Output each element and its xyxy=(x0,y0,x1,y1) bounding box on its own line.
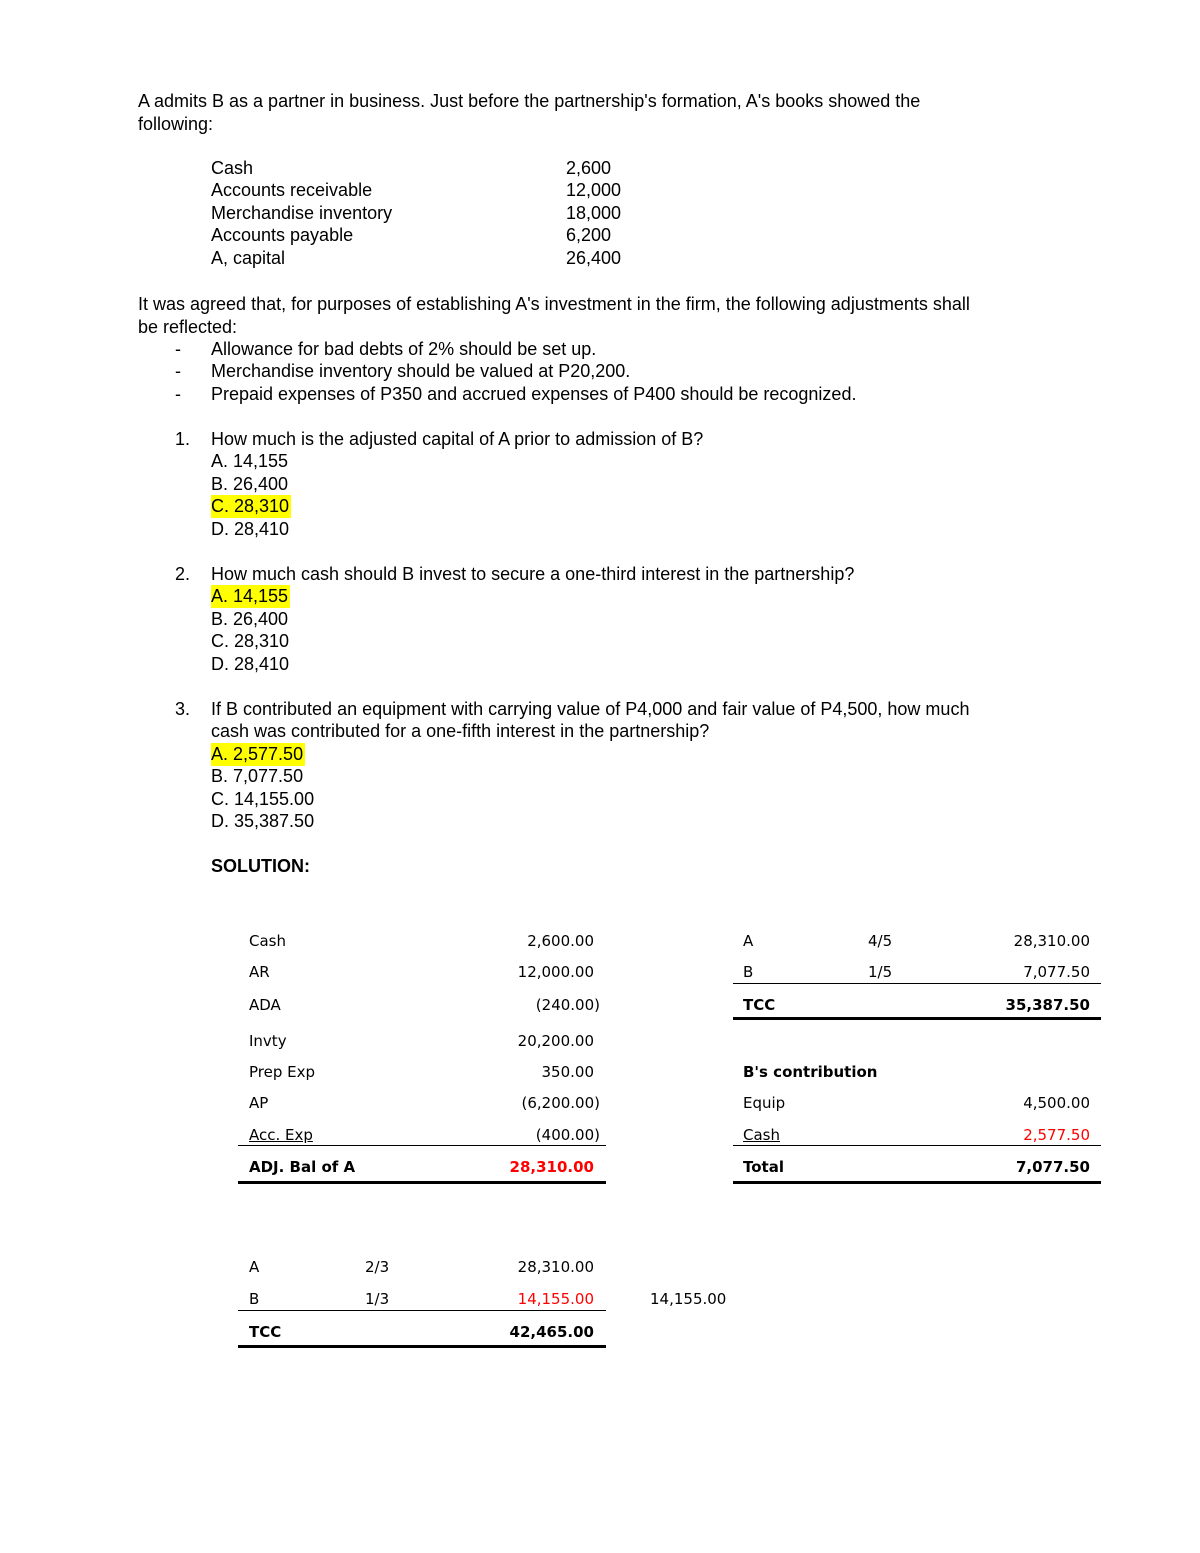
adj-total-label: ADJ. Bal of A xyxy=(249,1158,356,1176)
subtotal-rule xyxy=(733,1145,1101,1146)
answer-option: B. 26,400 xyxy=(211,609,289,629)
adj-row-value: (240.00) xyxy=(535,996,600,1014)
total-double-rule xyxy=(238,1181,606,1184)
partner-value: 14,155.00 xyxy=(517,1290,594,1308)
bullet-item: Allowance for bad debts of 2% should be set up. xyxy=(211,339,597,359)
adj-row-value: 12,000.00 xyxy=(517,963,594,981)
adj-row-label: AP xyxy=(249,1094,269,1112)
answer-option: A. 14,155 xyxy=(211,451,289,471)
books-value: 6,200 xyxy=(566,225,612,245)
bullet-dash: - xyxy=(175,339,181,359)
adj-row-label: Acc. Exp xyxy=(249,1126,313,1144)
tcc-value: 42,465.00 xyxy=(509,1323,594,1341)
bullet-item: Merchandise inventory should be valued at P20,200. xyxy=(211,361,631,381)
subtotal-rule xyxy=(238,1310,606,1311)
partner-ratio: 1/3 xyxy=(365,1290,390,1308)
answer-option: D. 28,410 xyxy=(211,519,290,539)
adj-row-value: (6,200.00) xyxy=(521,1094,600,1112)
intro-line: A admits B as a partner in business. Just before the partnership's formation, A's books showed the xyxy=(138,91,921,111)
agreement-paragraph xyxy=(138,293,1058,338)
adj-row-label: ADA xyxy=(249,996,281,1014)
bullet-dash: - xyxy=(175,361,181,381)
books-label: Accounts receivable xyxy=(211,180,373,200)
partner-value: 7,077.50 xyxy=(1023,963,1090,981)
intro-paragraph xyxy=(138,90,1058,135)
adj-row-label: Invty xyxy=(249,1032,287,1050)
answer-option: D. 35,387.50 xyxy=(211,811,315,831)
partner-value: 28,310.00 xyxy=(1013,932,1090,950)
adj-total-value: 28,310.00 xyxy=(509,1158,594,1176)
partner-ratio: 1/5 xyxy=(868,963,893,981)
tcc-label: TCC xyxy=(249,1323,282,1341)
total-double-rule xyxy=(238,1345,606,1348)
books-value: 2,600 xyxy=(566,158,612,178)
books-label: Merchandise inventory xyxy=(211,203,393,223)
contribution-title: B's contribution xyxy=(743,1063,878,1081)
adj-row-value: (400.00) xyxy=(535,1126,600,1144)
books-label: Cash xyxy=(211,158,254,178)
answer-option: D. 28,410 xyxy=(211,654,290,674)
adj-row-label: AR xyxy=(249,963,270,981)
partner-label: B xyxy=(743,963,754,981)
answer-option: B. 7,077.50 xyxy=(211,766,304,786)
books-label: Accounts payable xyxy=(211,225,354,245)
question-text: If B contributed an equipment with carrying value of P4,000 and fair value of P4,500, how much xyxy=(211,699,970,719)
total-double-rule xyxy=(733,1181,1101,1184)
question-number: 1. xyxy=(175,429,191,449)
contribution-value: 2,577.50 xyxy=(1023,1126,1090,1144)
contribution-label: Equip xyxy=(743,1094,786,1112)
partner-ratio: 4/5 xyxy=(868,932,893,950)
answer-option-correct: A. 2,577.50 xyxy=(211,744,304,764)
partner-label: B xyxy=(249,1290,260,1308)
books-value: 18,000 xyxy=(566,203,622,223)
intro-line: following: xyxy=(138,113,214,134)
answer-option: C. 14,155.00 xyxy=(211,789,315,809)
answer-option-correct: A. 14,155 xyxy=(211,586,289,606)
contribution-total-label: Total xyxy=(743,1158,784,1176)
answer-option: B. 26,400 xyxy=(211,474,289,494)
side-value: 14,155.00 xyxy=(650,1290,727,1308)
answer-option: C. 28,310 xyxy=(211,631,290,651)
subtotal-rule xyxy=(733,983,1101,984)
partner-label: A xyxy=(249,1258,260,1276)
tcc-label: TCC xyxy=(743,996,776,1014)
subtotal-rule xyxy=(238,1145,606,1146)
adj-row-label: Cash xyxy=(249,932,286,950)
partner-ratio: 2/3 xyxy=(365,1258,390,1276)
partner-value: 28,310.00 xyxy=(517,1258,594,1276)
contribution-total-value: 7,077.50 xyxy=(1015,1158,1090,1176)
question-text: How much cash should B invest to secure a one-third interest in the partnership? xyxy=(211,564,855,584)
bullet-item: Prepaid expenses of P350 and accrued expenses of P400 should be recognized. xyxy=(211,384,857,404)
solution-label: SOLUTION: xyxy=(211,856,310,876)
contribution-label: Cash xyxy=(743,1126,780,1144)
answer-option-correct: C. 28,310 xyxy=(211,496,290,516)
adj-row-value: 350.00 xyxy=(541,1063,594,1081)
books-label: A, capital xyxy=(211,248,286,268)
agreement-line: be reflected: xyxy=(138,316,238,337)
question-number: 2. xyxy=(175,564,191,584)
total-double-rule xyxy=(733,1017,1101,1020)
tcc-value: 35,387.50 xyxy=(1005,996,1090,1014)
adj-row-label: Prep Exp xyxy=(249,1063,316,1081)
books-value: 12,000 xyxy=(566,180,622,200)
adj-row-value: 2,600.00 xyxy=(527,932,594,950)
adj-row-value: 20,200.00 xyxy=(517,1032,594,1050)
question-number: 3. xyxy=(175,699,191,719)
question-text: How much is the adjusted capital of A prior to admission of B? xyxy=(211,429,704,449)
question-text: cash was contributed for a one-fifth interest in the partnership? xyxy=(211,721,710,741)
contribution-value: 4,500.00 xyxy=(1023,1094,1090,1112)
partner-label: A xyxy=(743,932,754,950)
books-value: 26,400 xyxy=(566,248,622,268)
bullet-dash: - xyxy=(175,384,181,404)
agreement-line: It was agreed that, for purposes of establishing A's investment in the firm, the following adjustments shall xyxy=(138,294,970,314)
